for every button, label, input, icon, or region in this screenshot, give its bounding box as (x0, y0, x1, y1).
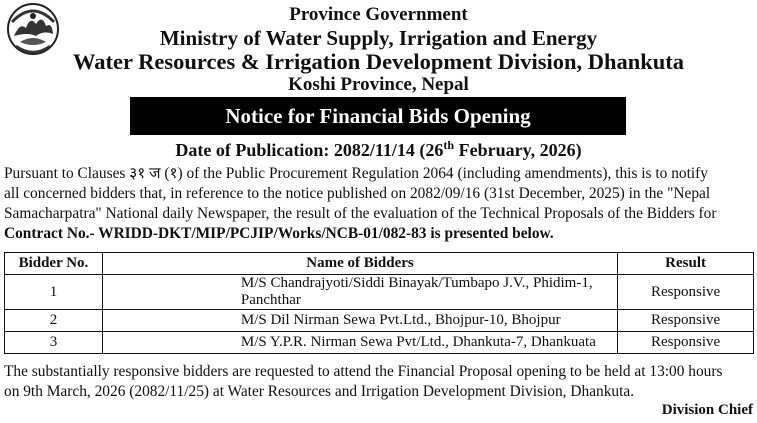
footer-line: The substantially responsive bidders are requested to attend the Financial Proposal opening to be held at 13:00 hours (4, 363, 723, 380)
table-row (5, 275, 754, 310)
bidder-result: Responsive (618, 310, 754, 332)
notice-title-banner (130, 97, 626, 135)
bidders-table (4, 252, 754, 354)
publication-date-prefix: Date of Publication: 2082/11/14 (26 (175, 140, 444, 160)
footer-line: on 9th March, 2026 (2082/11/25) at Water Resources and Irrigation Development Division, Dhankuta. (4, 383, 635, 400)
bidder-no: 1 (5, 275, 103, 310)
bidder-name: M/S Y.P.R. Nirman Sewa Pvt/Ltd., Dhankuta-7, Dhankuata (102, 332, 617, 354)
header-bidder-no: Bidder No. (5, 253, 103, 275)
header-province: Province Government (289, 4, 468, 25)
bidder-name: M/S Chandrajyoti/Siddi Binayak/Tumbapo J.V., Phidim-1, Panchthar (102, 275, 617, 310)
contract-line: Contract No.- WRIDD-DKT/MIP/PCJIP/Works/NCB-01/082-83 is presented below. (4, 225, 554, 242)
notice-title: Notice for Financial Bids Opening (225, 103, 531, 128)
publication-date-sup: th (443, 138, 455, 152)
table-header-row (5, 253, 754, 275)
bidder-name: M/S Dil Nirman Sewa Pvt.Ltd., Bhojpur-10, Bhojpur (102, 310, 617, 332)
bidder-result: Responsive (618, 332, 754, 354)
body-line: all concerned bidders that, in reference to the notice published on 2082/09/16 (31st December, 2025) in the "Nepal (4, 185, 711, 202)
signature: Division Chief (661, 402, 753, 418)
header-ministry: Ministry of Water Supply, Irrigation and Energy (159, 26, 598, 50)
header-result: Result (618, 253, 754, 275)
bidder-result: Responsive (618, 275, 754, 310)
body-line: Samacharpatra" National daily Newspaper, the result of the evaluation of the Technical Proposals of the Bidders for (4, 205, 717, 222)
bidder-no: 3 (5, 332, 103, 354)
body-line: Pursuant to Clauses ३१ ज (१) of the Public Procurement Regulation 2064 (including amendments), this is to notify (4, 165, 708, 182)
notice-body (4, 164, 754, 244)
table-row (5, 310, 754, 332)
bidder-no: 2 (5, 310, 103, 332)
table-row (5, 332, 754, 354)
header-bidder-name: Name of Bidders (102, 253, 617, 275)
notice-footer (4, 362, 757, 402)
publication-date (0, 138, 757, 161)
header-division: Water Resources & Irrigation Development Division, Dhankuta (72, 49, 685, 74)
header-location: Koshi Province, Nepal (288, 74, 469, 95)
publication-date-rest: February, 2026) (454, 140, 582, 160)
